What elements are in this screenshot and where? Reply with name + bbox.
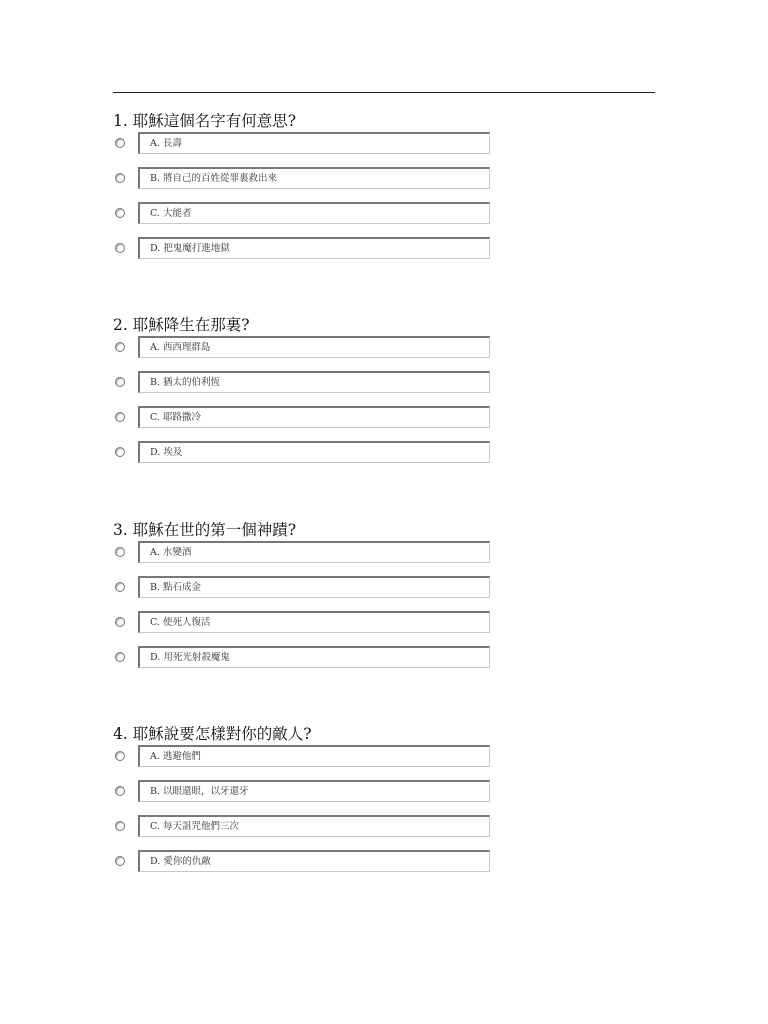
option-d[interactable] [113, 850, 673, 873]
option-label: A. 水變酒 [150, 547, 192, 558]
option-label: A. 西西理群島 [150, 342, 211, 353]
option-c[interactable] [113, 815, 673, 838]
radio-button[interactable] [115, 582, 125, 592]
radio-button[interactable] [115, 447, 125, 457]
top-divider [113, 92, 655, 93]
question-title [113, 521, 673, 539]
option-box[interactable] [138, 237, 490, 259]
radio-button[interactable] [115, 786, 125, 796]
question-number: 3. [113, 521, 128, 539]
radio-button[interactable] [115, 208, 125, 218]
radio-button[interactable] [115, 547, 125, 557]
question-text: 耶穌說要怎樣對你的敵人? [132, 725, 312, 743]
option-box[interactable] [138, 815, 490, 837]
question-number: 4. [113, 725, 128, 743]
option-b[interactable] [113, 371, 673, 394]
option-a[interactable] [113, 541, 673, 564]
option-box[interactable] [138, 850, 490, 872]
option-label: A. 逃避他們 [150, 751, 201, 762]
option-c[interactable] [113, 202, 673, 225]
radio-button[interactable] [115, 342, 125, 352]
radio-button[interactable] [115, 652, 125, 662]
option-label: D. 把鬼魔打進地獄 [150, 243, 230, 254]
radio-button[interactable] [115, 821, 125, 831]
option-label: D. 用死光射殺魔鬼 [150, 652, 230, 663]
option-box[interactable] [138, 780, 490, 802]
question-number: 2. [113, 316, 128, 334]
option-label: B. 將自己的百姓從罪裏救出來 [150, 173, 278, 184]
question-text: 耶穌降生在那裏? [132, 316, 250, 334]
question-title [113, 112, 673, 130]
option-label: C. 大能者 [150, 208, 192, 219]
option-label: A. 長壽 [150, 138, 182, 149]
option-d[interactable] [113, 646, 673, 669]
radio-button[interactable] [115, 751, 125, 761]
question-text: 耶穌在世的第一個神蹟? [132, 521, 297, 539]
option-a[interactable] [113, 745, 673, 768]
option-c[interactable] [113, 611, 673, 634]
option-box[interactable] [138, 441, 490, 463]
option-box[interactable] [138, 745, 490, 767]
question-number: 1. [113, 112, 128, 130]
option-box[interactable] [138, 167, 490, 189]
radio-button[interactable] [115, 856, 125, 866]
question-text: 耶穌這個名字有何意思? [132, 112, 297, 130]
option-b[interactable] [113, 167, 673, 190]
option-label: B. 點石成金 [150, 582, 202, 593]
option-box[interactable] [138, 371, 490, 393]
option-box[interactable] [138, 336, 490, 358]
option-label: C. 每天詛咒他們三次 [150, 821, 239, 832]
question-2 [113, 316, 673, 476]
option-label: D. 愛你的仇敵 [150, 856, 211, 867]
option-box[interactable] [138, 541, 490, 563]
radio-button[interactable] [115, 138, 125, 148]
option-label: B. 以眼還眼，以牙還牙 [150, 786, 249, 797]
option-box[interactable] [138, 132, 490, 154]
radio-button[interactable] [115, 617, 125, 627]
option-d[interactable] [113, 237, 673, 260]
option-box[interactable] [138, 202, 490, 224]
option-label: C. 耶路撒冷 [150, 412, 201, 423]
question-title [113, 725, 673, 743]
option-b[interactable] [113, 576, 673, 599]
option-label: C. 使死人復活 [150, 617, 211, 628]
question-title [113, 316, 673, 334]
question-1 [113, 112, 673, 272]
option-box[interactable] [138, 611, 490, 633]
radio-button[interactable] [115, 377, 125, 387]
option-b[interactable] [113, 780, 673, 803]
radio-button[interactable] [115, 412, 125, 422]
radio-button[interactable] [115, 243, 125, 253]
question-4 [113, 725, 673, 885]
option-box[interactable] [138, 646, 490, 668]
radio-button[interactable] [115, 173, 125, 183]
option-d[interactable] [113, 441, 673, 464]
option-c[interactable] [113, 406, 673, 429]
option-a[interactable] [113, 336, 673, 359]
option-a[interactable] [113, 132, 673, 155]
question-3 [113, 521, 673, 681]
option-box[interactable] [138, 406, 490, 428]
option-label: B. 猶太的伯利恆 [150, 377, 221, 388]
option-box[interactable] [138, 576, 490, 598]
option-label: D. 埃及 [150, 447, 183, 458]
